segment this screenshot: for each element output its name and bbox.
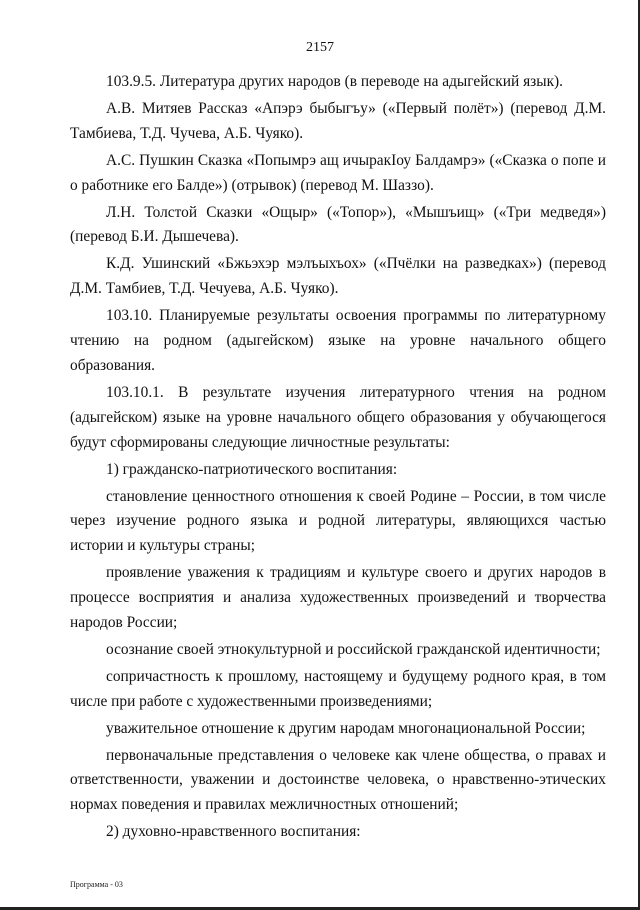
paragraph: 103.9.5. Литература других народов (в переводе на адыгейский язык). bbox=[106, 73, 564, 90]
paragraph: 103.10. Планируемые результаты освоения программы по литературному чтению на родном (адыгейском) языке на уровне начального общего образования. bbox=[70, 307, 606, 374]
paragraph: 1) гражданско-патриотического воспитания: bbox=[106, 460, 398, 478]
document-body bbox=[70, 70, 606, 845]
page-footer: Программа - 03 bbox=[70, 880, 123, 889]
paragraph: проявление уважения к традициям и культуре своего и других народов в процессе восприятия и анализа художественных произведений и творчества народов России; bbox=[70, 564, 606, 632]
paragraph: Л.Н. Толстой Сказки «Ощыр» («Топор»), «Мышъищ» («Три медведя») (перевод Б.И. Дышечева). bbox=[70, 203, 606, 246]
paragraph: К.Д. Ушинский «Бжьэхэр мэлъыхъох» («Пчёлки на разведках») (перевод Д.М. Тамбиев, Т.Д. Чечуева, А.Б. Чуяко). bbox=[70, 255, 606, 298]
paragraph: первоначальные представления о человеке как члене общества, о правах и ответственности, уважении и достоинстве человека, о нравственно-этических нормах поведения и правилах межличностных отношений; bbox=[70, 746, 606, 814]
paragraph: осознание своей этнокультурной и российской гражданской идентичности; bbox=[106, 640, 601, 658]
paragraph: А.С. Пушкин Сказка «Попымрэ ащ ичыракIоу Балдамрэ» («Сказка о попе и о работнике его Балде») (отрывок) (перевод М. Шаззо). bbox=[70, 151, 606, 194]
paragraph: 2) духовно-нравственного воспитания: bbox=[106, 823, 361, 841]
paragraph: 103.10.1. В результате изучения литературного чтения на родном (адыгейском) языке на уровне начального общего образования у обучающегося будут сформированы следующие личностные результаты: bbox=[70, 383, 606, 451]
paragraph: уважительное отношение к другим народам многонациональной России; bbox=[106, 719, 586, 737]
paragraph: сопричастность к прошлому, настоящему и будущему родного края, в том числе при работе с художественными произведениями; bbox=[70, 667, 606, 710]
paragraph: А.В. Митяев Рассказ «Апэрэ быбыгъу» («Первый полёт») (перевод Д.М. Тамбиева, Т.Д. Чучева, А.Б. Чуяко). bbox=[70, 99, 606, 142]
paragraph: становление ценностного отношения к своей Родине – России, в том числе через изучение родного языка и родной литературы, являющихся частью истории и культуры страны; bbox=[70, 487, 606, 555]
page-number: 2157 bbox=[306, 40, 334, 55]
